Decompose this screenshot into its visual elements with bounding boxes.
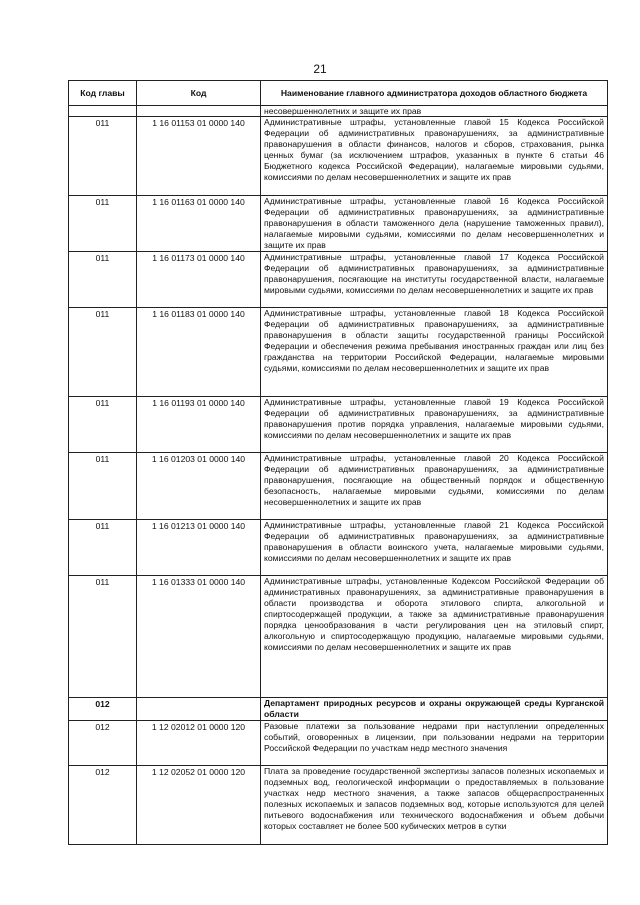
cell-code: 1 16 01193 01 0000 140 — [137, 397, 261, 453]
cell-code: 1 16 01213 01 0000 140 — [137, 520, 261, 576]
table-body — [69, 106, 608, 845]
cell-code: 1 16 01183 01 0000 140 — [137, 308, 261, 397]
cell-chapter-code: 011 — [69, 520, 137, 576]
cell-administrator-name: Административные штрафы, установленные главой 17 Кодекса Российской Федерации об административных правонарушениях, за административные правонарушения, посягающие на институты государственной власти, налагаемые мировыми судьями, комиссиями по делам несовершеннолетних и защите их прав — [261, 252, 608, 308]
cell-code: 1 12 02052 01 0000 120 — [137, 766, 261, 845]
revenue-administrators-table — [68, 80, 608, 845]
table-row — [69, 196, 608, 252]
table-row — [69, 520, 608, 576]
cell-administrator-name: Административные штрафы, установленные главой 18 Кодекса Российской Федерации об административных правонарушениях, за административные правонарушения в области защиты государственной границы Российской Федерации и обеспечения режима пребывания иностранных граждан или лиц без гражданства на территории Российской Федерации, налагаемые мировыми судьями, комиссиями по делам несовершеннолетних и защите их прав — [261, 308, 608, 397]
cell-chapter-code: 011 — [69, 453, 137, 520]
table-row — [69, 106, 608, 117]
cell-administrator-name: Административные штрафы, установленные главой 15 Кодекса Российской Федерации об административных правонарушениях, за административные правонарушения в области финансов, налогов и сборов, страхования, рынка ценных бумаг (за исключением штрафов, указанных в пункте 6 статьи 46 Бюджетного кодекса Российской Федерации), налагаемые мировыми судьями, комиссиями по делам несовершеннолетних и защите их прав — [261, 117, 608, 196]
cell-administrator-name: Административные штрафы, установленные Кодексом Российской Федерации об административных правонарушениях, за административные правонарушения в области производства и оборота этилового спирта, алкогольной и спиртосодержащей продукции, а также за административные правонарушения порядка ценообразования в части регулирования цен на этиловый спирт, алкогольную и спиртосодержащую продукцию, налагаемые мировыми судьями, комиссиями по делам несовершеннолетних и защите их прав — [261, 576, 608, 698]
cell-code: 1 16 01173 01 0000 140 — [137, 252, 261, 308]
table-row — [69, 308, 608, 397]
table-row — [69, 766, 608, 845]
table-row — [69, 698, 608, 721]
cell-chapter-code — [69, 106, 137, 117]
cell-chapter-code: 012 — [69, 721, 137, 766]
page-number: 21 — [313, 62, 327, 76]
cell-chapter-code: 012 — [69, 698, 137, 721]
table-row — [69, 252, 608, 308]
cell-chapter-code: 012 — [69, 766, 137, 845]
table-header-row — [69, 81, 608, 106]
cell-code: 1 16 01153 01 0000 140 — [137, 117, 261, 196]
cell-administrator-name: Административные штрафы, установленные главой 20 Кодекса Российской Федерации об административных правонарушениях, за административные правонарушения, посягающие на общественный порядок и общественную безопасность, налагаемые мировыми судьями, комиссиями по делам несовершеннолетних и защите их прав — [261, 453, 608, 520]
table-row — [69, 721, 608, 766]
header-code: Код — [137, 81, 261, 106]
cell-administrator-name: несовершеннолетних и защите их прав — [261, 106, 608, 117]
table-row — [69, 453, 608, 520]
cell-code: 1 16 01333 01 0000 140 — [137, 576, 261, 698]
table-row — [69, 397, 608, 453]
cell-administrator-name: Разовые платежи за пользование недрами при наступлении определенных событий, оговоренных в лицензии, при пользовании недрами на территории Российской Федерации по участкам недр местного значения — [261, 721, 608, 766]
cell-code: 1 16 01203 01 0000 140 — [137, 453, 261, 520]
table-row — [69, 117, 608, 196]
cell-administrator-name: Административные штрафы, установленные главой 21 Кодекса Российской Федерации об административных правонарушениях, за административные правонарушения в области воинского учета, налагаемые мировыми судьями, комиссиями по делам несовершеннолетних и защите их прав — [261, 520, 608, 576]
cell-code: 1 12 02012 01 0000 120 — [137, 721, 261, 766]
cell-administrator-name: Департамент природных ресурсов и охраны окружающей среды Курганской области — [261, 698, 608, 721]
table-row — [69, 576, 608, 698]
cell-administrator-name: Административные штрафы, установленные главой 16 Кодекса Российской Федерации об административных правонарушениях, за административные правонарушения в области таможенного дела (нарушение таможенных правил), налагаемые мировыми судьями, комиссиями по делам несовершеннолетних и защите их прав — [261, 196, 608, 252]
cell-code — [137, 698, 261, 721]
cell-code: 1 16 01163 01 0000 140 — [137, 196, 261, 252]
cell-chapter-code: 011 — [69, 196, 137, 252]
header-chapter-code: Код главы — [69, 81, 137, 106]
cell-chapter-code: 011 — [69, 576, 137, 698]
cell-code — [137, 106, 261, 117]
cell-administrator-name: Плата за проведение государственной экспертизы запасов полезных ископаемых и подземных вод, геологической информации о предоставляемых в пользование участках недр местного значения, а также запасов общераспространенных полезных ископаемых и запасов подземных вод, которые используются для целей питьевого водоснабжения или технического водоснабжения и объем добычи которых составляет не более 500 кубических метров в сутки — [261, 766, 608, 845]
cell-chapter-code: 011 — [69, 397, 137, 453]
cell-chapter-code: 011 — [69, 308, 137, 397]
header-administrator-name: Наименование главного администратора доходов областного бюджета — [261, 81, 608, 106]
cell-administrator-name: Административные штрафы, установленные главой 19 Кодекса Российской Федерации об административных правонарушениях, за административные правонарушения против порядка управления, налагаемые мировыми судьями, комиссиями по делам несовершеннолетних и защите их прав — [261, 397, 608, 453]
cell-chapter-code: 011 — [69, 252, 137, 308]
cell-chapter-code: 011 — [69, 117, 137, 196]
